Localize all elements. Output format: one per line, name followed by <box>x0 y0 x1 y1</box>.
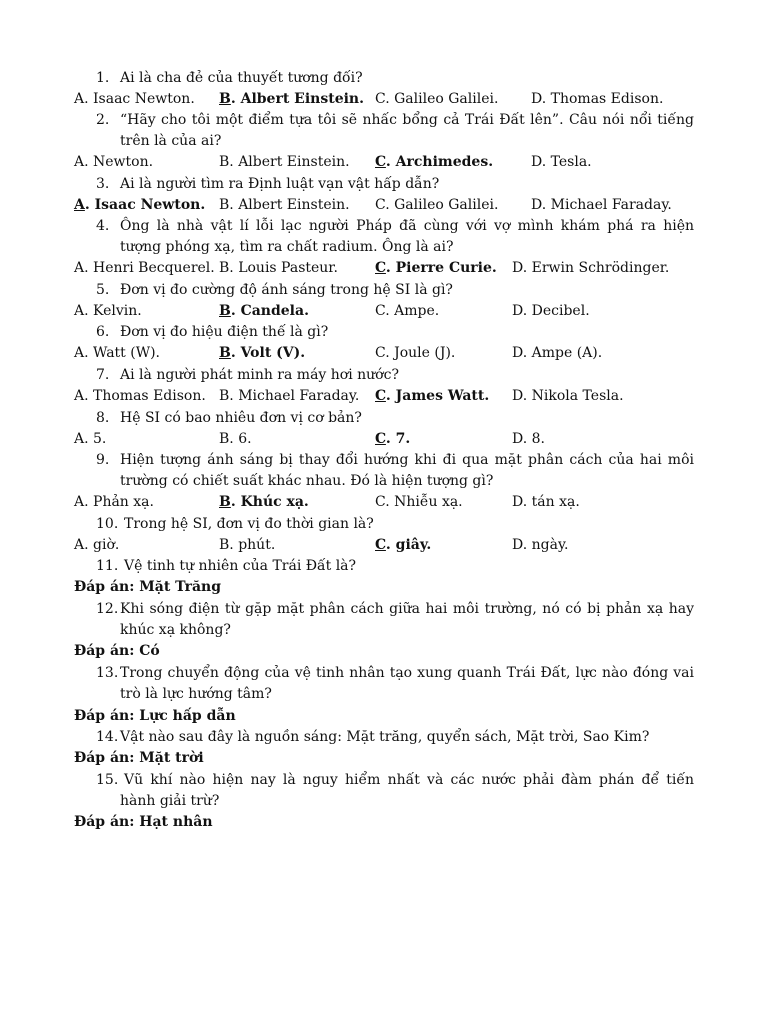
question-number: 13. <box>96 665 119 681</box>
question-text: “Hãy cho tôi một điểm tựa tôi sẽ nhấc bổng cả Trái Đất lên”. Câu nói nổi tiếng <box>120 112 694 128</box>
question-number: 6. <box>96 324 110 340</box>
question-8 <box>74 408 694 429</box>
question-number: 12. <box>96 601 119 617</box>
option-a: A. Watt (W). <box>74 345 161 361</box>
option-d: D. 8. <box>512 431 545 447</box>
question-9-continued: trường có chiết suất khác nhau. Đó là hiện tượng gì? <box>120 473 494 489</box>
question-text: Ai là người phát minh ra máy hơi nước? <box>120 367 399 383</box>
question-number: 4. <box>96 218 110 234</box>
question-number: 8. <box>96 410 110 426</box>
question-number: 2. <box>96 112 110 128</box>
question-7 <box>74 365 694 386</box>
option-d: D. Erwin Schrödinger. <box>512 260 670 276</box>
question-text: Đơn vị đo hiệu điện thế là gì? <box>120 324 329 340</box>
option-c-correct: C. 7. <box>375 431 411 447</box>
option-b-correct: B. Khúc xạ. <box>219 494 309 510</box>
answer-15: Đáp án: Hạt nhân <box>74 814 213 830</box>
question-2 <box>74 110 694 131</box>
question-text: Vệ tinh tự nhiên của Trái Đất là? <box>124 558 357 574</box>
options-4 <box>74 258 694 279</box>
option-a: A. Phản xạ. <box>74 494 154 510</box>
question-9 <box>74 450 694 471</box>
question-number: 5. <box>96 282 110 298</box>
question-3 <box>74 174 694 195</box>
question-10 <box>74 514 694 535</box>
option-d: D. Tesla. <box>531 154 592 170</box>
question-text: Vũ khí nào hiện nay là nguy hiểm nhất và các nước phải đàm phán để tiến <box>124 772 694 788</box>
option-c: C. Ampe. <box>375 303 440 319</box>
options-2 <box>74 152 694 173</box>
question-text: Hệ SI có bao nhiêu đơn vị cơ bản? <box>120 410 362 426</box>
question-number: 7. <box>96 367 110 383</box>
answer-12: Đáp án: Có <box>74 643 160 659</box>
question-text: Ông là nhà vật lí lỗi lạc người Pháp đã cùng với vợ mình khám phá ra hiện <box>120 218 694 234</box>
question-text: Trong hệ SI, đơn vị đo thời gian là? <box>124 516 374 532</box>
option-b: B. Albert Einstein. <box>219 154 350 170</box>
options-8 <box>74 429 694 450</box>
option-b: B. phút. <box>219 537 276 553</box>
option-a: A. Isaac Newton. <box>74 91 195 107</box>
question-text: Ai là cha đẻ của thuyết tương đối? <box>120 70 363 86</box>
question-2-continued: trên là của ai? <box>120 133 222 149</box>
question-number: 14. <box>96 729 119 745</box>
option-a: A. 5. <box>74 431 107 447</box>
question-number: 10. <box>96 516 119 532</box>
question-4 <box>74 216 694 237</box>
question-4-continued: tượng phóng xạ, tìm ra chất radium. Ông là ai? <box>120 239 454 255</box>
option-d: D. Michael Faraday. <box>531 197 672 213</box>
option-c-correct: C. James Watt. <box>375 388 490 404</box>
option-b: B. Albert Einstein. <box>219 197 350 213</box>
question-text: Đơn vị đo cường độ ánh sáng trong hệ SI là gì? <box>120 282 453 298</box>
question-number: 9. <box>96 452 110 468</box>
option-c: C. Galileo Galilei. <box>375 197 499 213</box>
answer-11: Đáp án: Mặt Trăng <box>74 579 221 595</box>
question-number: 11. <box>96 558 119 574</box>
option-a-correct: A. Isaac Newton. <box>74 197 206 213</box>
question-text: Vật nào sau đây là nguồn sáng: Mặt trăng, quyển sách, Mặt trời, Sao Kim? <box>120 729 650 745</box>
question-5 <box>74 280 694 301</box>
options-3 <box>74 195 694 216</box>
option-b-correct: B. Candela. <box>219 303 309 319</box>
question-13 <box>74 663 694 684</box>
option-d: D. Thomas Edison. <box>531 91 664 107</box>
option-b: B. Michael Faraday. <box>219 388 360 404</box>
question-13-continued: trò là lực hướng tâm? <box>120 686 272 702</box>
question-text: Ai là người tìm ra Định luật vạn vật hấp dẫn? <box>120 176 440 192</box>
option-c-correct: C. Archimedes. <box>375 154 494 170</box>
options-10 <box>74 535 694 556</box>
option-c: C. Nhiễu xạ. <box>375 494 463 510</box>
question-1 <box>74 68 694 89</box>
option-c: C. Galileo Galilei. <box>375 91 499 107</box>
question-11 <box>74 556 694 577</box>
options-1 <box>74 89 694 110</box>
answer-13: Đáp án: Lực hấp dẫn <box>74 708 236 724</box>
option-d: D. Ampe (A). <box>512 345 603 361</box>
option-c-correct: C. Pierre Curie. <box>375 260 497 276</box>
option-a: A. giờ. <box>74 537 120 553</box>
question-number: 1. <box>96 70 110 86</box>
question-text: Khi sóng điện từ gặp mặt phân cách giữa hai môi trường, nó có bị phản xạ hay <box>120 601 694 617</box>
option-d: D. tán xạ. <box>512 494 580 510</box>
question-15 <box>74 770 694 791</box>
answer-14: Đáp án: Mặt trời <box>74 750 204 766</box>
question-6 <box>74 322 694 343</box>
option-b-correct: B. Albert Einstein. <box>219 91 364 107</box>
question-12 <box>74 599 694 620</box>
option-a: A. Kelvin. <box>74 303 142 319</box>
options-9 <box>74 492 694 513</box>
option-b: B. 6. <box>219 431 252 447</box>
question-text: Trong chuyển động của vệ tinh nhân tạo xung quanh Trái Đất, lực nào đóng vai <box>120 665 694 681</box>
question-12-continued: khúc xạ không? <box>120 622 231 638</box>
options-6 <box>74 343 694 364</box>
option-d: D. ngày. <box>512 537 569 553</box>
option-a: A. Henri Becquerel. <box>74 260 215 276</box>
question-text: Hiện tượng ánh sáng bị thay đổi hướng khi đi qua mặt phân cách của hai môi <box>120 452 694 468</box>
option-d: D. Decibel. <box>512 303 590 319</box>
question-number: 3. <box>96 176 110 192</box>
option-a: A. Newton. <box>74 154 154 170</box>
option-d: D. Nikola Tesla. <box>512 388 624 404</box>
options-5 <box>74 301 694 322</box>
options-7 <box>74 386 694 407</box>
option-a: A. Thomas Edison. <box>74 388 206 404</box>
question-15-continued: hành giải trừ? <box>120 793 220 809</box>
option-b-correct: B. Volt (V). <box>219 345 306 361</box>
question-number: 15. <box>96 772 119 788</box>
option-c: C. Joule (J). <box>375 345 456 361</box>
option-c-correct: C. giây. <box>375 537 432 553</box>
question-14 <box>74 727 694 748</box>
option-b: B. Louis Pasteur. <box>219 260 338 276</box>
